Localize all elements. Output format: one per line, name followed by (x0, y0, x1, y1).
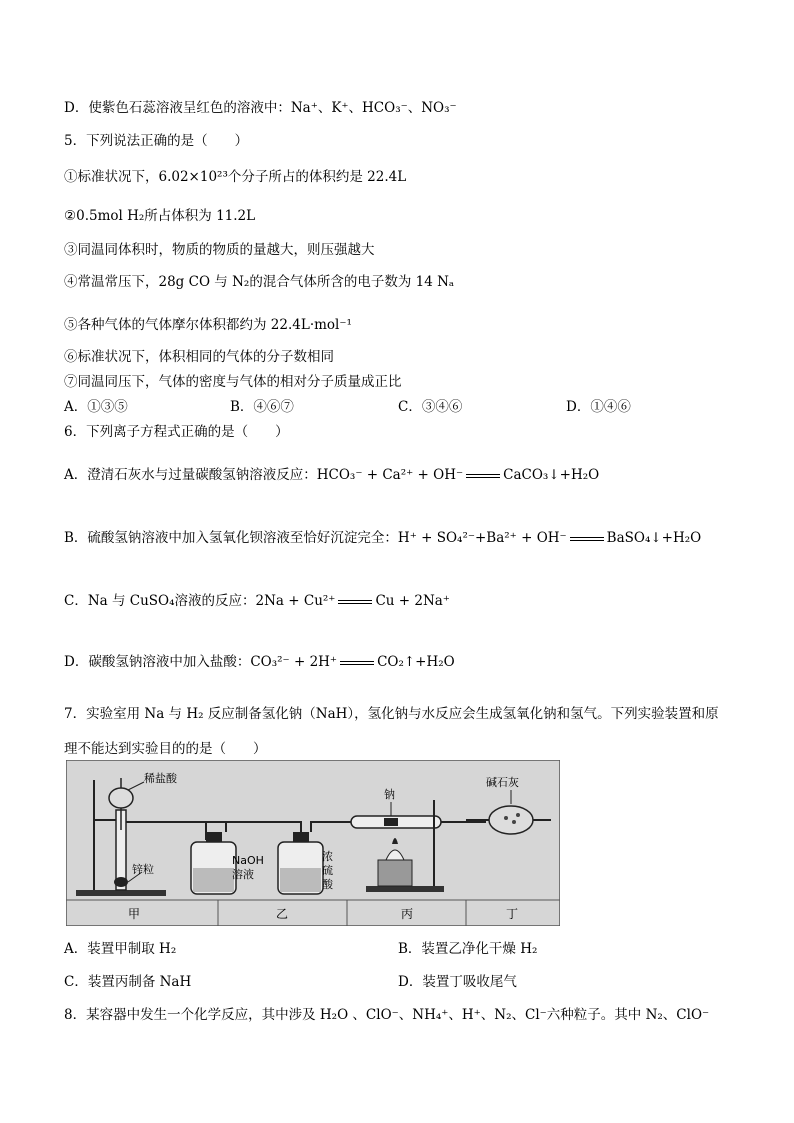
q6-option-b-text: B．硫酸氢钠溶液中加入氢氧化钡溶液至恰好沉淀完全： (64, 530, 398, 546)
label-ding: 丁 (506, 907, 519, 921)
q7-stem-line-2: 理不能达到实验目的的是（ ） (64, 741, 267, 757)
q6-option-b-lhs: H⁺ + SO₄²⁻+Ba²⁺ + OH⁻ (397, 530, 567, 546)
label-yi: 乙 (276, 907, 289, 921)
q5-statement-1: ①标准状况下，6.02×10²³个分子所占的体积约是 22.4L (64, 169, 407, 185)
q5-statement-3: ③同温同体积时，物质的物质的量越大，则压强越大 (64, 242, 375, 258)
q5-statement-5: ⑤各种气体的气体摩尔体积都约为 22.4L·mol⁻¹ (64, 317, 352, 333)
label-naoh-solution: 溶液 (232, 868, 254, 881)
q7-option-b[interactable]: B．装置乙净化干燥 H₂ (398, 941, 538, 957)
q5-statement-2: ②0.5mol H₂所占体积为 11.2L (64, 208, 256, 224)
q6-option-a-rhs: CaCO₃↓+H₂O (503, 467, 600, 483)
equals-arrow-icon (338, 600, 372, 604)
q5-option-a[interactable]: A．①③⑤ (64, 399, 128, 415)
equals-arrow-icon (340, 661, 374, 665)
equals-arrow-icon (570, 537, 604, 541)
q7-option-c[interactable]: C．装置丙制备 NaH (64, 974, 192, 990)
apparatus-figure (66, 760, 560, 926)
q8-stem: 8．某容器中发生一个化学反应，其中涉及 H₂O 、ClO⁻、NH₄⁺、H⁺、N₂、Cl⁻六种粒子。其中 N₂、ClO⁻ (64, 1007, 710, 1023)
q5-option-b[interactable]: B．④⑥⑦ (230, 399, 294, 415)
label-naoh: NaOH (232, 854, 264, 867)
label-zinc: 锌粒 (132, 863, 154, 876)
label-h2so4-2: 硫 (322, 864, 333, 877)
label-h2so4-1: 浓 (322, 850, 333, 863)
q5-option-d[interactable]: D．①④⑥ (566, 399, 631, 415)
q5-option-c[interactable]: C．③④⑥ (398, 399, 463, 415)
q6-option-d-lhs: CO₃²⁻ + 2H⁺ (250, 654, 338, 670)
q6-option-d-rhs: CO₂↑+H₂O (377, 654, 455, 670)
q6-option-c-text: C．Na 与 CuSO₄溶液的反应： (64, 593, 256, 609)
q6-option-a-lhs: HCO₃⁻ + Ca²⁺ + OH⁻ (316, 467, 464, 483)
q6-option-c-lhs: 2Na + Cu²⁺ (255, 593, 336, 609)
q6-option-d[interactable] (64, 653, 455, 671)
label-sodalime: 碱石灰 (486, 776, 519, 789)
q5-statement-4: ④常温常压下，28g CO 与 N₂的混合气体所含的电子数为 14 Nₐ (64, 274, 455, 290)
q7-option-a[interactable]: A．装置甲制取 H₂ (64, 941, 177, 957)
label-hcl: 稀盐酸 (144, 772, 177, 785)
q6-option-a[interactable] (64, 466, 599, 484)
q6-option-b[interactable] (64, 529, 701, 547)
q6-option-d-text: D．碳酸氢钠溶液中加入盐酸： (64, 654, 251, 670)
q6-option-c[interactable] (64, 592, 450, 610)
q6-option-a-text: A．澄清石灰水与过量碳酸氢钠溶液反应： (64, 467, 317, 483)
q4-option-d-text: D．使紫色石蕊溶液呈红色的溶液中： (64, 100, 291, 116)
equals-arrow-icon (466, 474, 500, 478)
label-h2so4-3: 酸 (322, 878, 333, 891)
q5-stem: 5．下列说法正确的是（ ） (64, 133, 249, 149)
q7-stem-line-1: 7．实验室用 Na 与 H₂ 反应制备氢化钠（NaH），氢化钠与水反应会生成氢氧化钠和氢气。下列实验装置和原 (64, 706, 719, 722)
apparatus-diagram (66, 760, 560, 926)
q7-option-d[interactable]: D．装置丁吸收尾气 (398, 974, 517, 990)
label-jia: 甲 (128, 907, 141, 921)
label-bing: 丙 (401, 907, 414, 921)
label-na: 钠 (384, 788, 395, 801)
q5-statement-7: ⑦同温同压下，气体的密度与气体的相对分子质量成正比 (64, 374, 402, 390)
q4-option-d-ions: Na⁺、K⁺、HCO₃⁻、NO₃⁻ (290, 100, 457, 116)
q4-option-d (64, 99, 457, 117)
q6-option-c-rhs: Cu + 2Na⁺ (375, 593, 450, 609)
q5-statement-6: ⑥标准状况下，体积相同的气体的分子数相同 (64, 349, 334, 365)
q6-option-b-rhs: BaSO₄↓+H₂O (606, 530, 702, 546)
q6-stem: 6．下列离子方程式正确的是（ ） (64, 424, 289, 440)
